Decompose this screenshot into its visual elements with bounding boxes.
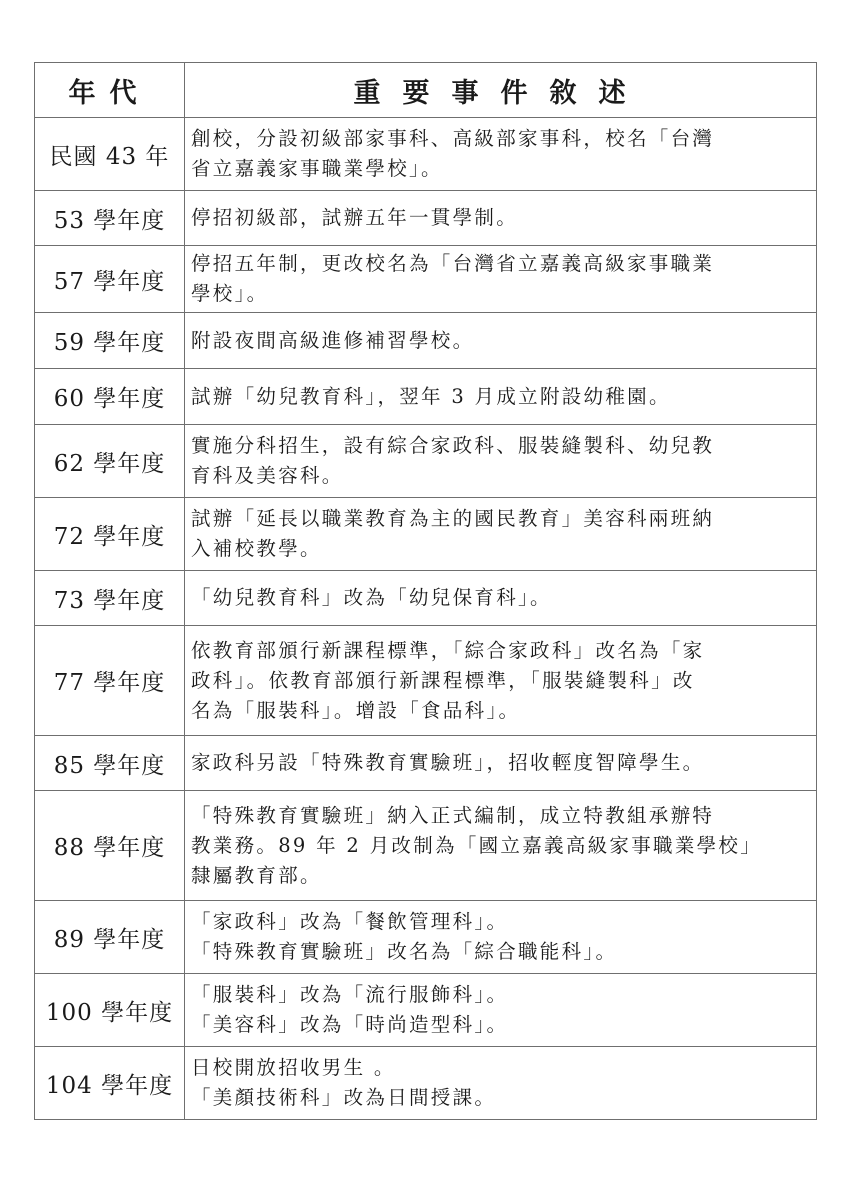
year-cell: 100 學年度 <box>35 974 185 1047</box>
year-cell: 77 學年度 <box>35 626 185 736</box>
event-line: 實施分科招生，設有綜合家政科、服裝縫製科、幼兒教 <box>191 434 715 457</box>
year-cell: 民國 43 年 <box>35 118 185 191</box>
event-line: 教業務。89 年 2 月改制為「國立嘉義高級家事職業學校」 <box>191 833 763 857</box>
event-line: 入補校教學。 <box>191 537 322 560</box>
event-description-cell <box>185 369 817 425</box>
event-description-cell <box>185 498 817 571</box>
event-line: 育科及美容科。 <box>191 464 344 487</box>
event-line: 「幼兒教育科」改為「幼兒保育科」。 <box>191 586 552 609</box>
year-cell: 57 學年度 <box>35 246 185 313</box>
event-description-cell <box>185 791 817 901</box>
table-row <box>35 118 817 191</box>
table-row <box>35 191 817 246</box>
table-row <box>35 736 817 791</box>
event-line: 「美容科」改為「時尚造型科」。 <box>191 1013 509 1036</box>
event-line: 停招初級部，試辦五年一貫學制。 <box>191 206 519 229</box>
year-cell: 60 學年度 <box>35 369 185 425</box>
event-line: 試辦「延長以職業教育為主的國民教育」美容科兩班納 <box>191 507 715 530</box>
event-line: 省立嘉義家事職業學校」。 <box>191 157 443 180</box>
table-row <box>35 498 817 571</box>
event-description-cell <box>185 191 817 246</box>
event-line: 依教育部頒行新課程標準，「綜合家政科」改名為「家 <box>191 638 705 662</box>
event-line: 試辦「幼兒教育科」，翌年 3 月成立附設幼稚園。 <box>191 384 671 408</box>
table-row <box>35 901 817 974</box>
table-row <box>35 313 817 369</box>
event-line: 學校」。 <box>191 282 269 305</box>
event-line: 停招五年制，更改校名為「台灣省立嘉義高級家事職業 <box>191 252 715 275</box>
table-row <box>35 626 817 736</box>
header-event: 重要事件敘述 <box>185 63 817 118</box>
table-row <box>35 425 817 498</box>
year-cell: 104 學年度 <box>35 1047 185 1120</box>
event-description-cell <box>185 901 817 974</box>
year-cell: 62 學年度 <box>35 425 185 498</box>
event-description-cell <box>185 736 817 791</box>
event-line: 「特殊教育實驗班」改名為「綜合職能科」。 <box>191 940 618 963</box>
event-description-cell <box>185 425 817 498</box>
year-cell: 88 學年度 <box>35 791 185 901</box>
event-line: 「美顏技術科」改為日間授課。 <box>191 1086 497 1109</box>
event-line: 名為「服裝科」。增設「食品科」。 <box>191 698 521 722</box>
event-description-cell <box>185 118 817 191</box>
event-line: 日校開放招收男生 。 <box>191 1056 396 1079</box>
event-description-cell <box>185 626 817 736</box>
year-cell: 89 學年度 <box>35 901 185 974</box>
event-line: 政科」。依教育部頒行新課程標準，「服裝縫製科」改 <box>191 668 695 692</box>
event-line: 「特殊教育實驗班」納入正式編制，成立特教組承辦特 <box>191 803 715 827</box>
year-cell: 73 學年度 <box>35 571 185 626</box>
table-row <box>35 791 817 901</box>
event-line: 隸屬教育部。 <box>191 863 322 887</box>
event-line: 「服裝科」改為「流行服飾科」。 <box>191 983 509 1006</box>
table-row <box>35 246 817 313</box>
event-description-cell <box>185 1047 817 1120</box>
table-header-row <box>35 63 817 118</box>
year-cell: 53 學年度 <box>35 191 185 246</box>
table-row <box>35 369 817 425</box>
table-row <box>35 571 817 626</box>
event-line: 創校，分設初級部家事科、高級部家事科，校名「台灣 <box>191 127 715 150</box>
school-history-table <box>34 62 817 1120</box>
year-cell: 59 學年度 <box>35 313 185 369</box>
table-row <box>35 974 817 1047</box>
event-description-cell <box>185 974 817 1047</box>
table-row <box>35 1047 817 1120</box>
event-line: 家政科另設「特殊教育實驗班」，招收輕度智障學生。 <box>191 751 705 774</box>
event-line: 附設夜間高級進修補習學校。 <box>191 328 475 352</box>
event-line: 「家政科」改為「餐飲管理科」。 <box>191 910 509 933</box>
header-year: 年代 <box>35 63 185 118</box>
event-description-cell <box>185 313 817 369</box>
year-cell: 85 學年度 <box>35 736 185 791</box>
year-cell: 72 學年度 <box>35 498 185 571</box>
event-description-cell <box>185 246 817 313</box>
event-description-cell <box>185 571 817 626</box>
